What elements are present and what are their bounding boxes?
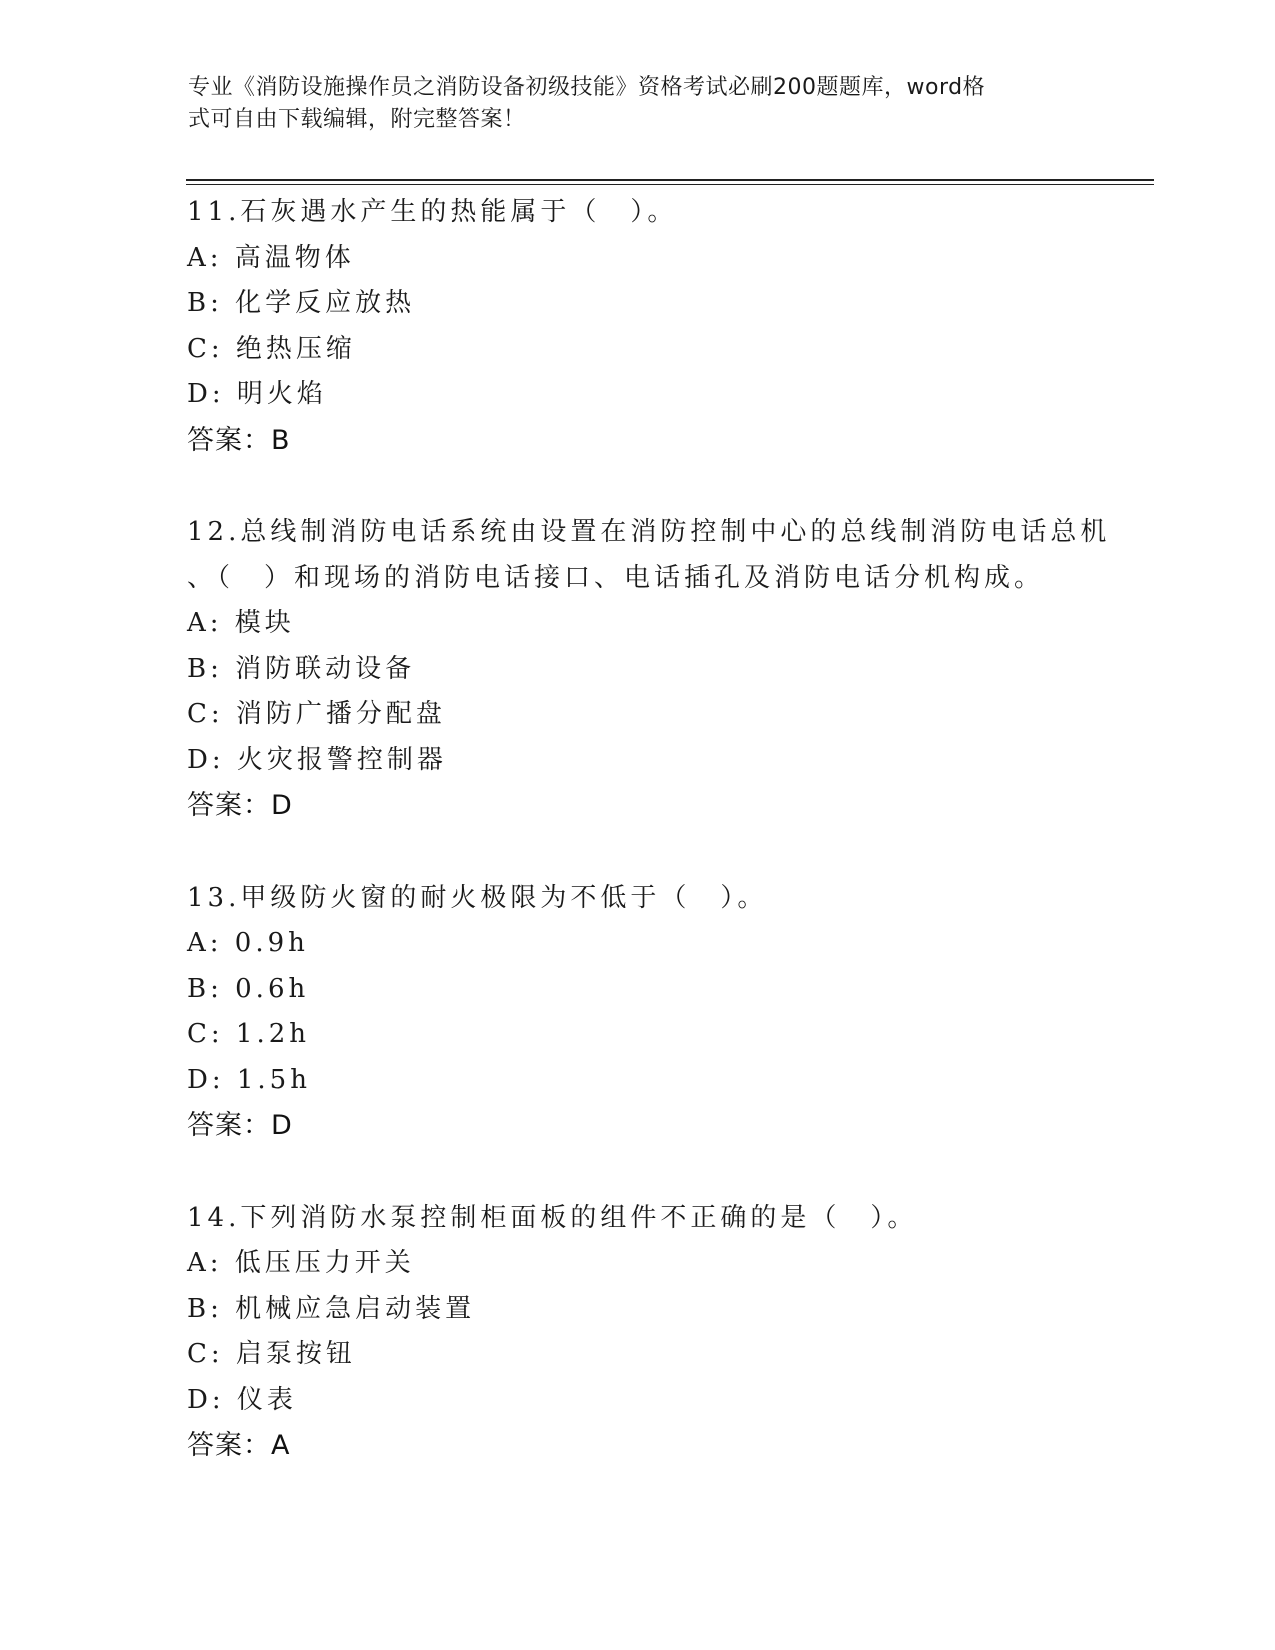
question-stem: 12.总线制消防电话系统由设置在消防控制中心的总线制消防电话总机 、（ ）和现场的消防电话接口、电话插孔及消防电话分机构成。 <box>187 517 1111 593</box>
option-c: C: 绝热压缩 <box>187 333 356 364</box>
question-12 <box>187 510 1147 829</box>
answer: 答案：B <box>187 424 291 456</box>
answer: 答案：D <box>187 1110 293 1141</box>
option-c: C: 消防广播分配盘 <box>187 699 446 729</box>
option-d: D: 火灾报警控制器 <box>187 744 447 775</box>
option-b: B: 机械应急启动装置 <box>187 1293 476 1324</box>
header-line: 式可自由下载编辑，附完整答案！ <box>188 107 526 132</box>
question-14 <box>187 1196 1147 1469</box>
option-b: B: 消防联动设备 <box>187 653 416 684</box>
answer: 答案：D <box>187 790 293 821</box>
option-a: A: 低压压力开关 <box>187 1248 415 1278</box>
question-stem: 11.石灰遇水产生的热能属于（ ）。 <box>187 197 678 227</box>
option-b: B: 0.6h <box>187 973 310 1004</box>
option-a: A: 0.9h <box>187 928 309 958</box>
option-a: A: 模块 <box>187 608 295 638</box>
option-b: B: 化学反应放热 <box>187 288 416 318</box>
question-11 <box>187 190 1147 463</box>
option-d: D: 1.5h <box>187 1064 311 1095</box>
option-d: D: 明火焰 <box>187 379 327 409</box>
answer: 答案：A <box>187 1430 291 1461</box>
document-header <box>188 72 1078 136</box>
header-divider-thin <box>186 184 1154 185</box>
question-list <box>187 190 1147 1469</box>
option-d: D: 仪表 <box>187 1384 297 1415</box>
header-line: 专业《消防设施操作员之消防设备初级技能》资格考试必刷200题题库，word格 <box>188 75 986 100</box>
question-13 <box>187 876 1147 1149</box>
question-stem: 14.下列消防水泵控制柜面板的组件不正确的是（ ）。 <box>187 1202 918 1233</box>
option-a: A: 高温物体 <box>187 242 355 273</box>
question-stem: 13.甲级防火窗的耐火极限为不低于（ ）。 <box>187 882 768 913</box>
header-divider <box>186 179 1154 181</box>
option-c: C: 启泵按钮 <box>187 1339 356 1369</box>
option-c: C: 1.2h <box>187 1019 311 1049</box>
